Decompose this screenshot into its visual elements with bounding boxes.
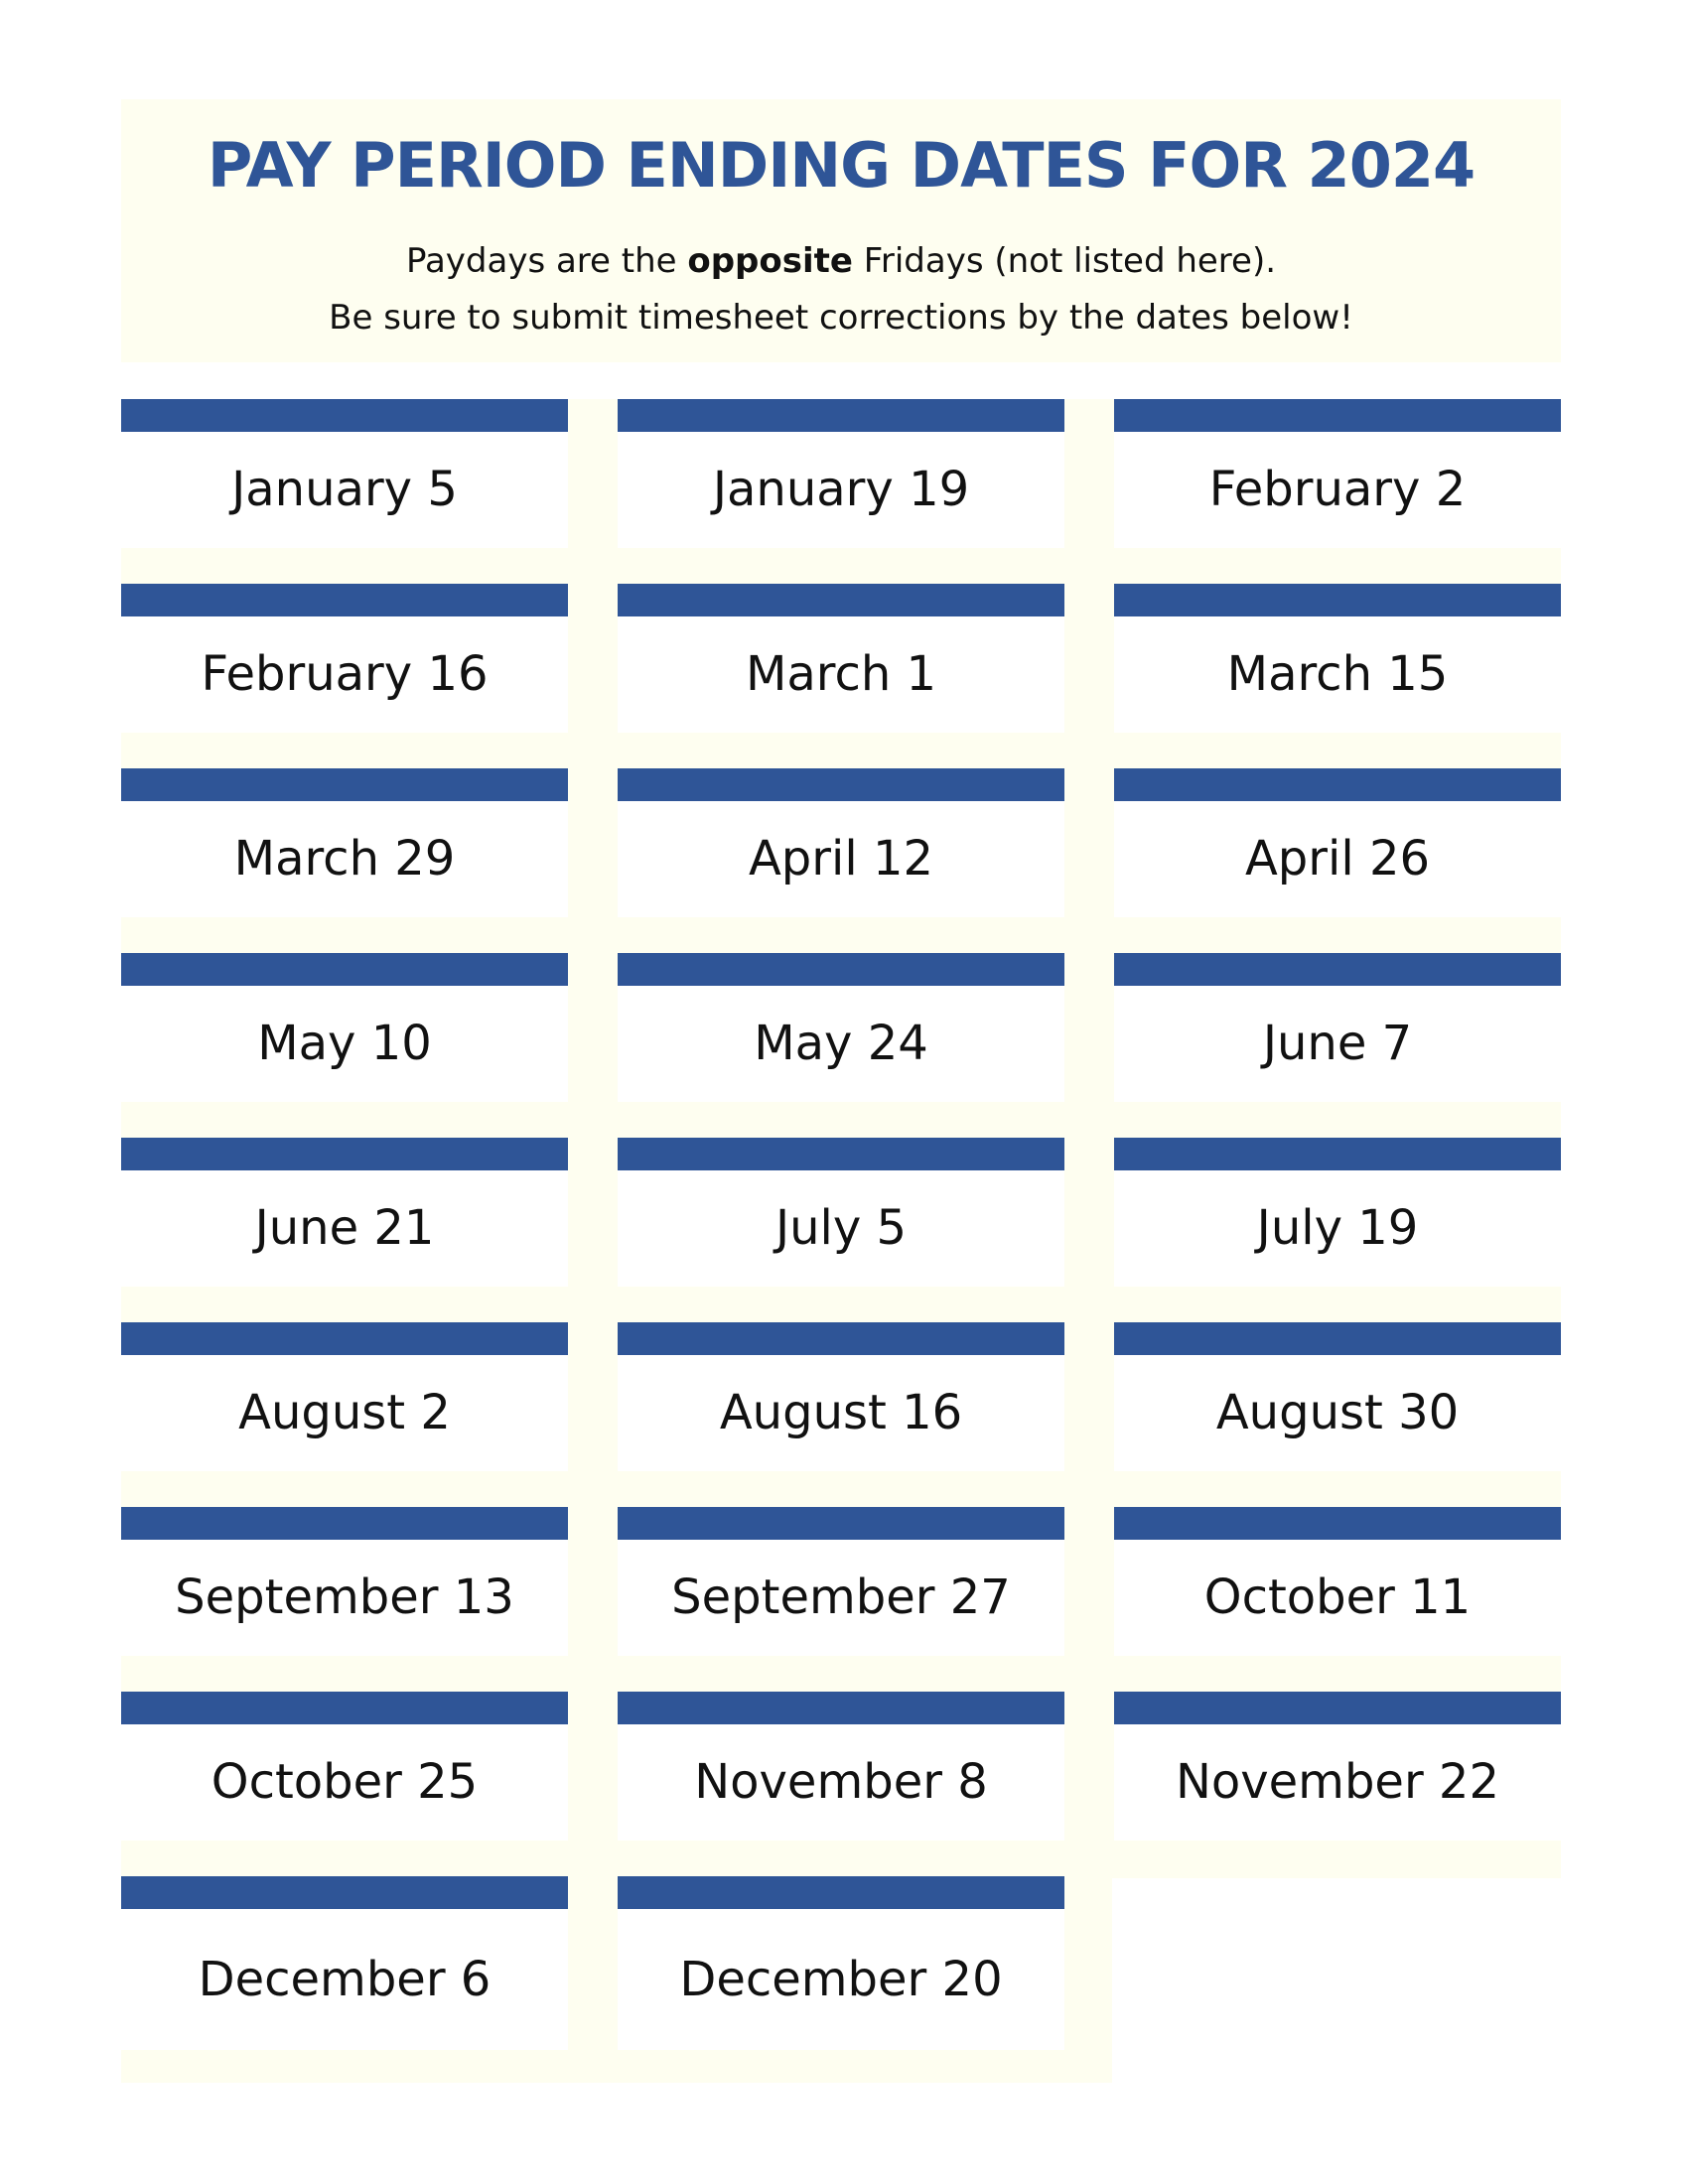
card-header-bar bbox=[121, 953, 568, 986]
pay-period-end-date: May 24 bbox=[754, 1016, 928, 1071]
pay-period-end-date: August 16 bbox=[719, 1385, 963, 1440]
pay-period-end-date: July 19 bbox=[1256, 1200, 1419, 1256]
pay-period-end-date: December 6 bbox=[198, 1952, 492, 2007]
page-title: PAY PERIOD ENDING DATES FOR 2024 bbox=[207, 129, 1476, 202]
pay-period-end-date: June 7 bbox=[1262, 1016, 1413, 1071]
pay-period-end-date: April 12 bbox=[748, 831, 934, 887]
card-header-bar bbox=[121, 399, 568, 432]
date-card bbox=[121, 1138, 568, 1287]
card-header-bar bbox=[618, 1322, 1064, 1355]
page-header bbox=[121, 99, 1561, 362]
card-header-bar bbox=[121, 768, 568, 801]
date-card bbox=[1114, 399, 1561, 548]
pay-period-end-date: March 15 bbox=[1226, 646, 1449, 702]
card-header-bar bbox=[618, 1507, 1064, 1540]
card-header-bar bbox=[121, 1692, 568, 1724]
date-card bbox=[618, 584, 1064, 733]
date-card bbox=[618, 1138, 1064, 1287]
date-card bbox=[1114, 1138, 1561, 1287]
card-header-bar bbox=[618, 768, 1064, 801]
pay-period-end-date: September 27 bbox=[671, 1570, 1011, 1625]
date-card bbox=[618, 768, 1064, 917]
date-card bbox=[121, 1876, 568, 2050]
date-card bbox=[618, 1322, 1064, 1471]
card-header-bar bbox=[1114, 1138, 1561, 1170]
date-card bbox=[121, 953, 568, 1102]
pay-period-end-date: October 25 bbox=[211, 1754, 479, 1810]
card-header-bar bbox=[618, 1138, 1064, 1170]
date-card bbox=[121, 399, 568, 548]
pay-period-end-date: November 8 bbox=[694, 1754, 988, 1810]
pay-period-end-date: October 11 bbox=[1203, 1570, 1472, 1625]
date-card bbox=[1114, 953, 1561, 1102]
date-card bbox=[618, 1692, 1064, 1841]
card-header-bar bbox=[121, 584, 568, 616]
card-header-bar bbox=[1114, 1322, 1561, 1355]
card-header-bar bbox=[121, 1876, 568, 1909]
subtitle-line-1-start: Paydays are the bbox=[405, 241, 688, 281]
subtitle-emphasis: opposite bbox=[687, 241, 853, 281]
date-card bbox=[1114, 1692, 1561, 1841]
subtitle-line-1 bbox=[121, 241, 1561, 281]
card-header-bar bbox=[1114, 953, 1561, 986]
date-card bbox=[121, 768, 568, 917]
pay-period-end-date: August 30 bbox=[1215, 1385, 1460, 1440]
date-card bbox=[1114, 584, 1561, 733]
pay-period-end-date: January 5 bbox=[231, 462, 458, 517]
date-card bbox=[618, 1876, 1064, 2050]
date-card bbox=[618, 953, 1064, 1102]
pay-period-end-date: May 10 bbox=[257, 1016, 432, 1071]
date-card bbox=[1114, 768, 1561, 917]
card-header-bar bbox=[1114, 768, 1561, 801]
subtitle-line-2: Be sure to submit timesheet corrections by the dates below! bbox=[329, 298, 1353, 338]
pay-period-end-date: April 26 bbox=[1244, 831, 1431, 887]
date-card bbox=[121, 584, 568, 733]
card-header-bar bbox=[618, 1876, 1064, 1909]
pay-period-end-date: March 29 bbox=[233, 831, 456, 887]
pay-period-end-date: September 13 bbox=[175, 1570, 514, 1625]
card-header-bar bbox=[1114, 399, 1561, 432]
date-card bbox=[121, 1322, 568, 1471]
pay-period-end-date: November 22 bbox=[1175, 1754, 1500, 1810]
card-header-bar bbox=[618, 1692, 1064, 1724]
pay-period-end-date: June 21 bbox=[254, 1200, 435, 1256]
card-header-bar bbox=[121, 1138, 568, 1170]
date-card bbox=[618, 399, 1064, 548]
card-header-bar bbox=[121, 1507, 568, 1540]
date-card bbox=[1114, 1322, 1561, 1471]
date-card bbox=[121, 1507, 568, 1656]
pay-period-end-date: February 2 bbox=[1208, 462, 1467, 517]
card-header-bar bbox=[1114, 1692, 1561, 1724]
card-header-bar bbox=[121, 1322, 568, 1355]
pay-period-end-date: August 2 bbox=[238, 1385, 451, 1440]
card-header-bar bbox=[1114, 584, 1561, 616]
pay-period-end-date: February 16 bbox=[201, 646, 489, 702]
date-card bbox=[1114, 1507, 1561, 1656]
date-card bbox=[618, 1507, 1064, 1656]
pay-period-end-date: March 1 bbox=[745, 646, 937, 702]
card-header-bar bbox=[618, 399, 1064, 432]
subtitle-line-1-end: Fridays (not listed here). bbox=[852, 241, 1277, 281]
pay-period-end-date: January 19 bbox=[712, 462, 970, 517]
pay-period-end-date: July 5 bbox=[774, 1200, 908, 1256]
card-header-bar bbox=[618, 953, 1064, 986]
pay-period-end-date: December 20 bbox=[679, 1952, 1003, 2007]
card-header-bar bbox=[1114, 1507, 1561, 1540]
card-header-bar bbox=[618, 584, 1064, 616]
date-card bbox=[121, 1692, 568, 1841]
